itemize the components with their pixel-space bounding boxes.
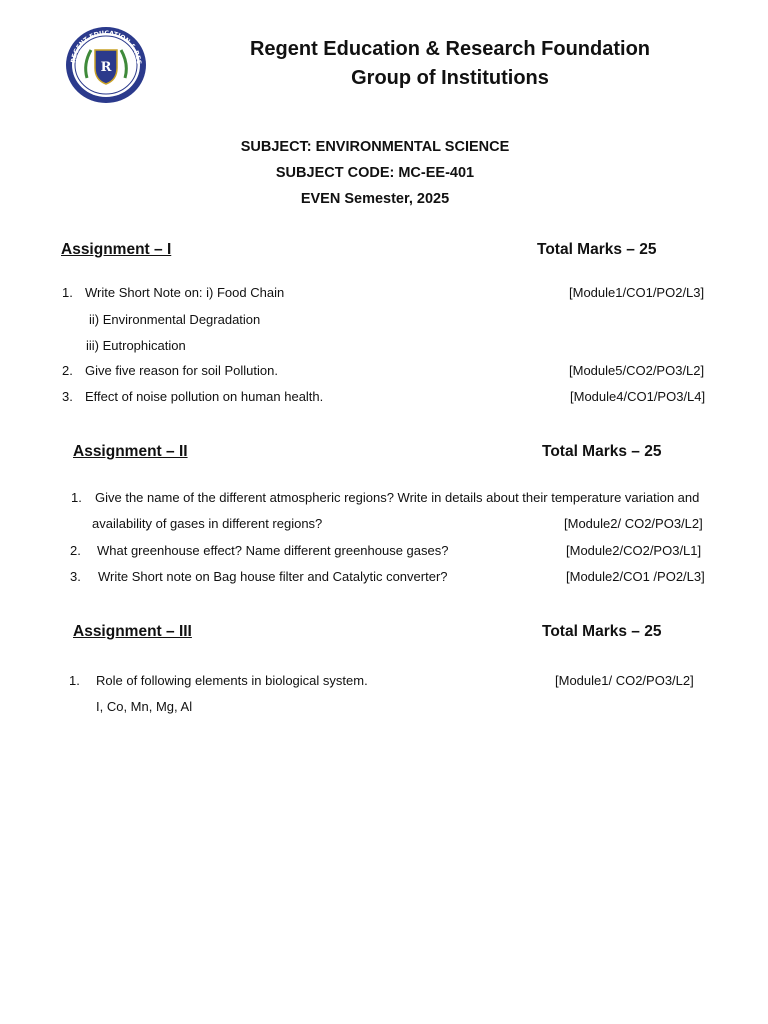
question-number: 1. (69, 673, 80, 688)
question-text-continued: availability of gases in different regions? (92, 516, 323, 531)
question-code: [Module4/CO1/PO3/L4] (570, 389, 706, 404)
question-code: [Module5/CO2/PO3/L2] (569, 363, 705, 378)
institution-logo (65, 26, 147, 104)
assignment-1-marks: Total Marks – 25 (537, 241, 657, 258)
question-code: [Module1/CO1/PO2/L3] (569, 285, 705, 300)
organization-subtitle: Group of Institutions (351, 67, 549, 89)
assignment-2-marks: Total Marks – 25 (542, 443, 662, 460)
question-number: 1. (71, 490, 82, 505)
question-subitem: ii) Environmental Degradation (89, 312, 261, 327)
question-code: [Module2/CO2/PO3/L1] (566, 543, 702, 558)
assignment-3-title: Assignment – III (73, 623, 192, 640)
question-text: Effect of noise pollution on human health. (85, 389, 324, 404)
assignment-3-marks: Total Marks – 25 (542, 623, 662, 640)
question-text: Give the name of the different atmospheric regions? Write in details about their temperature variation and (95, 490, 700, 505)
question-number: 3. (70, 569, 81, 584)
question-code: [Module1/ CO2/PO3/L2] (555, 673, 694, 688)
svg-text:R: R (100, 60, 112, 75)
question-subitem: I, Co, Mn, Mg, Al (96, 699, 193, 714)
question-number: 1. (62, 285, 73, 300)
question-number: 2. (62, 363, 73, 378)
assignment-1-title: Assignment – I (61, 241, 172, 258)
question-text: Write Short note on Bag house filter and Catalytic converter? (98, 569, 448, 584)
question-text: Role of following elements in biological system. (96, 673, 368, 688)
subject-title: SUBJECT: ENVIRONMENTAL SCIENCE (240, 139, 510, 155)
subject-code: SUBJECT CODE: MC-EE-401 (275, 165, 475, 181)
question-text: Write Short Note on: i) Food Chain (85, 285, 285, 300)
semester: EVEN Semester, 2025 (300, 191, 450, 207)
question-code: [Module2/CO1 /PO2/L3] (566, 569, 705, 584)
question-code: [Module2/ CO2/PO3/L2] (564, 516, 703, 531)
question-subitem: iii) Eutrophication (86, 338, 186, 353)
question-number: 2. (70, 543, 81, 558)
svg-text:REGENT EDUCATION & RESEARCH: REGENT EDUCATION & RES (70, 29, 143, 65)
question-text: Give five reason for soil Pollution. (85, 363, 278, 378)
question-number: 3. (62, 389, 73, 404)
assignment-2-title: Assignment – II (73, 443, 188, 460)
organization-name: Regent Education & Research Foundation (249, 38, 651, 60)
question-text: What greenhouse effect? Name different greenhouse gases? (97, 543, 449, 558)
